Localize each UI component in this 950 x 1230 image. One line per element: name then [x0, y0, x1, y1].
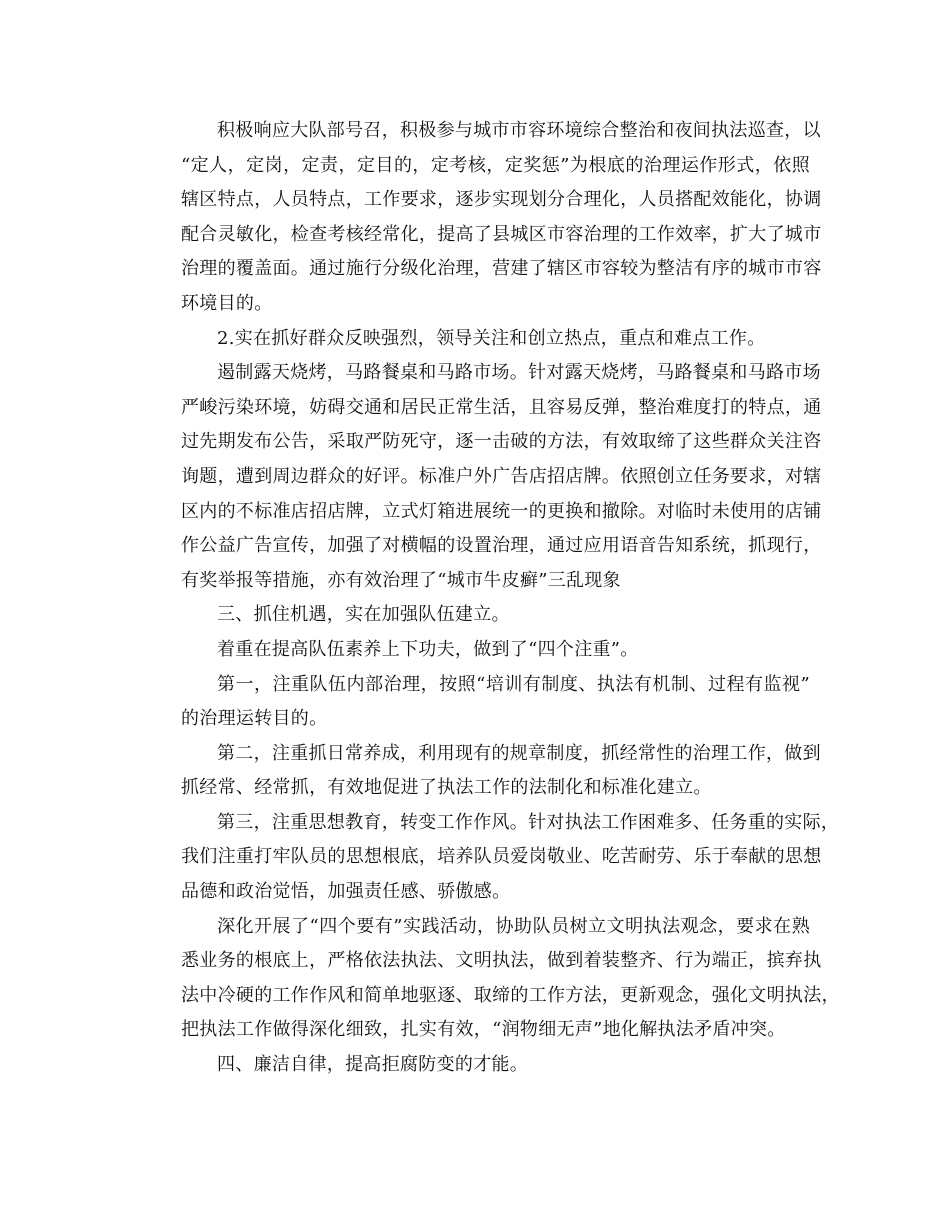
- text-line: 治理的覆盖面。通过施行分级化治理，营建了辖区市容较为整洁有序的城市市容: [181, 258, 822, 280]
- paragraph-3: [145, 356, 822, 598]
- text-line: 严峻污染环境，妨碍交通和居民正常生活，且容易反弹，整治难度打的特点，通: [181, 396, 822, 418]
- section-heading: 三、抓住机遇，实在加强队伍建立。: [217, 604, 510, 626]
- text-line: 我们注重打牢队员的思想根底，培养队员爱岗敬业、吃苦耐劳、乐于奉献的思想: [181, 846, 822, 868]
- text-line: 深化开展了“四个要有”实践活动，协助队员树立文明执法观念，要求在熟: [217, 915, 810, 937]
- text-line: 遏制露天烧烤，马路餐桌和马路市场。针对露天烧烤，马路餐桌和马路市场: [217, 362, 821, 384]
- text-line: 配合灵敏化，检查考核经常化，提高了县城区市容治理的工作效率，扩大了城市: [181, 223, 822, 245]
- text-line: 把执法工作做得深化细致，扎实有效，“润物细无声”地化解执法矛盾冲突。: [181, 1019, 786, 1041]
- text-line: 过先期发布公告，采取严防死守，逐一击破的方法，有效取缔了这些群众关注咨: [181, 431, 822, 453]
- text-line: 法中冷硬的工作作风和简单地驱逐、取缔的工作方法，更新观念，强化文明执法，: [181, 984, 840, 1006]
- text-line: 第一，注重队伍内部治理，按照“培训有制度、执法有机制、过程有监视”: [217, 673, 810, 695]
- paragraph-5: [145, 633, 810, 668]
- text-line: 辖区特点，人员特点，工作要求，逐步实现划分合理化，人员搭配效能化，协调: [181, 189, 822, 211]
- section-heading: 四、廉洁自律，提高拒腐防变的才能。: [217, 1054, 529, 1076]
- paragraph-10: [145, 1048, 810, 1083]
- paragraph-6: [145, 668, 810, 737]
- paragraph-7: [145, 737, 821, 806]
- text-line: “定人，定岗，定责，定目的，定考核，定奖惩”为根底的治理运作形式，依照: [181, 154, 810, 176]
- text-line: 作公益广告宣传，加强了对横幅的设置治理，通过应用语音告知系统，抓现行，: [181, 535, 822, 557]
- text-line: 悉业务的根底上，严格依法执法、文明执法，做到着装整齐、行为端正，摈弃执: [181, 950, 822, 972]
- document-body: [145, 114, 840, 1083]
- text-line: 品德和政治觉悟，加强责任感、骄傲感。: [181, 881, 511, 903]
- text-line: 着重在提高队伍素养上下功夫，做到了“四个注重”。: [217, 638, 639, 660]
- text-line: 第二，注重抓日常养成，利用现有的规章制度，抓经常性的治理工作，做到: [217, 742, 821, 764]
- text-line: 第三，注重思想教育，转变工作作风。针对执法工作困难多、任务重的实际，: [217, 811, 840, 833]
- text-line: 有奖举报等措施，亦有效治理了“城市牛皮癣”三乱现象: [181, 569, 621, 591]
- paragraph-4: [145, 598, 810, 633]
- text-line: 抓经常、经常抓，有效地促进了执法工作的法制化和标准化建立。: [181, 777, 712, 799]
- paragraph-9: [145, 910, 840, 1048]
- text-line: 区内的不标准店招店牌，立式灯箱进展统一的更换和撤除。对临时未使用的店铺: [181, 500, 822, 522]
- text-line: 积极响应大队部号召，积极参与城市市容环境综合整治和夜间执法巡查，以: [217, 120, 821, 141]
- paragraph-8: [145, 806, 840, 910]
- text-line: 环境目的。: [181, 292, 273, 314]
- paragraph-1: [145, 114, 822, 322]
- paragraph-2: [145, 322, 810, 357]
- text-line: 2.实在抓好群众反映强烈，领导关注和创立热点，重点和难点工作。: [217, 327, 766, 349]
- text-line: 询题，遭到周边群众的好评。标准户外广告店招店牌。依照创立任务要求，对辖: [181, 465, 822, 487]
- text-line: 的治理运转目的。: [181, 708, 328, 730]
